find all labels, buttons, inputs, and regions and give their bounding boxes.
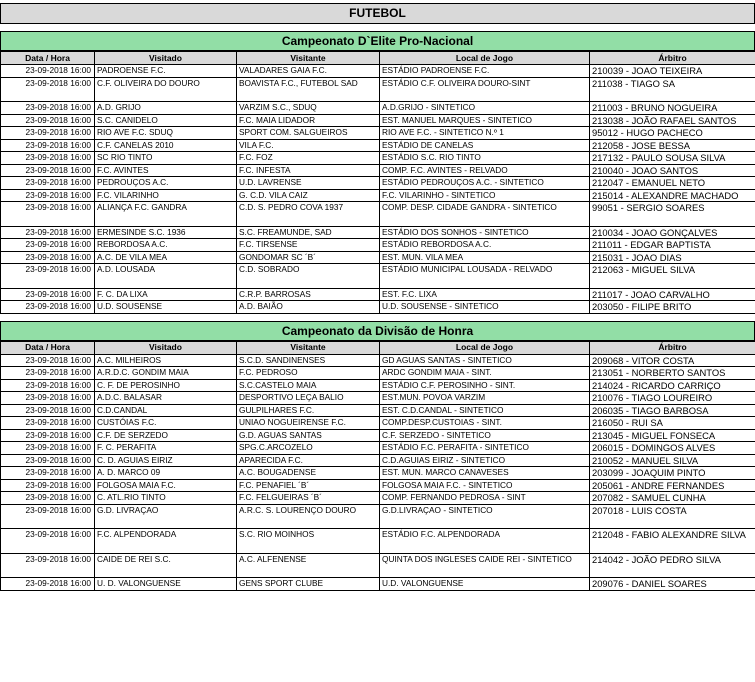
table-row bbox=[1, 417, 755, 430]
cell-datetime: 23-09-2018 16:00 bbox=[1, 429, 95, 442]
cell-referee: 212063 - MIGUEL SILVA bbox=[590, 264, 755, 289]
cell-away-team: A.C. BOUGADENSE bbox=[237, 467, 380, 480]
cell-away-team: S.C.CASTELO MAIA bbox=[237, 379, 380, 392]
cell-venue: ESTÁDIO F.C. PERAFITA - SINTETICO bbox=[380, 442, 590, 455]
cell-home-team: F.C. AVINTES bbox=[95, 164, 237, 177]
cell-away-team: F.C. INFESTA bbox=[237, 164, 380, 177]
cell-referee: 211017 - JOAO CARVALHO bbox=[590, 288, 755, 301]
table-row bbox=[1, 367, 755, 380]
cell-away-team: C.D. SOBRADO bbox=[237, 264, 380, 289]
column-header-away: Visitante bbox=[237, 52, 380, 65]
cell-referee: 206015 - DOMINGOS ALVES bbox=[590, 442, 755, 455]
table-header-row bbox=[1, 52, 755, 65]
cell-away-team: UNIAO NOGUEIRENSE F.C. bbox=[237, 417, 380, 430]
cell-home-team: F.C. VILARINHO bbox=[95, 189, 237, 202]
cell-away-team: S.C.D. SANDINENSES bbox=[237, 354, 380, 367]
cell-away-team: F.C. MAIA LIDADOR bbox=[237, 114, 380, 127]
cell-away-team: VALADARES GAIA F.C. bbox=[237, 65, 380, 78]
table-row bbox=[1, 467, 755, 480]
cell-referee: 213038 - JOÃO RAFAEL SANTOS bbox=[590, 114, 755, 127]
table-row bbox=[1, 264, 755, 289]
cell-away-team: DESPORTIVO LEÇA BALIO bbox=[237, 392, 380, 405]
cell-datetime: 23-09-2018 16:00 bbox=[1, 127, 95, 140]
cell-datetime: 23-09-2018 16:00 bbox=[1, 553, 95, 578]
table-row bbox=[1, 442, 755, 455]
cell-away-team: F.C. PEDROSO bbox=[237, 367, 380, 380]
cell-venue: EST. C.D.CANDAL - SINTETICO bbox=[380, 404, 590, 417]
table-row bbox=[1, 152, 755, 165]
cell-away-team: SPORT COM. SALGUEIROS bbox=[237, 127, 380, 140]
cell-home-team: A.D.C. BALASAR bbox=[95, 392, 237, 405]
cell-away-team: VILA F.C. bbox=[237, 139, 380, 152]
cell-venue: C.D.AGUIAS EIRIZ - SINTETICO bbox=[380, 454, 590, 467]
table-row bbox=[1, 239, 755, 252]
cell-home-team: C. F. DE PEROSINHO bbox=[95, 379, 237, 392]
cell-away-team: A.D. BAIÃO bbox=[237, 301, 380, 314]
cell-home-team: F.C. ALPENDORADA bbox=[95, 529, 237, 554]
cell-referee: 213051 - NORBERTO SANTOS bbox=[590, 367, 755, 380]
table-row bbox=[1, 379, 755, 392]
cell-home-team: PADROENSE F.C. bbox=[95, 65, 237, 78]
cell-home-team: A. D. MARCO 09 bbox=[95, 467, 237, 480]
cell-home-team: SC RIO TINTO bbox=[95, 152, 237, 165]
column-header-away: Visitante bbox=[237, 341, 380, 354]
cell-datetime: 23-09-2018 16:00 bbox=[1, 479, 95, 492]
cell-venue: EST. MANUEL MARQUES - SINTETICO bbox=[380, 114, 590, 127]
cell-venue: U.D. SOUSENSE - SINTETICO bbox=[380, 301, 590, 314]
cell-home-team: C.F. DE SERZEDO bbox=[95, 429, 237, 442]
cell-venue: ESTÁDIO MUNICIPAL LOUSADA - RELVADO bbox=[380, 264, 590, 289]
cell-referee: 210039 - JOAO TEIXEIRA bbox=[590, 65, 755, 78]
cell-referee: 211003 - BRUNO NOGUEIRA bbox=[590, 102, 755, 115]
cell-venue: A.D.GRIJO - SINTETICO bbox=[380, 102, 590, 115]
cell-referee: 207018 - LUIS COSTA bbox=[590, 504, 755, 529]
cell-referee: 212047 - EMANUEL NETO bbox=[590, 177, 755, 190]
cell-away-team: G.D. AGUAS SANTAS bbox=[237, 429, 380, 442]
cell-referee: 210076 - TIAGO LOUREIRO bbox=[590, 392, 755, 405]
cell-home-team: U.D. SOUSENSE bbox=[95, 301, 237, 314]
cell-venue: COMP. DESP. CIDADE GANDRA - SINTETICO bbox=[380, 202, 590, 227]
cell-referee: 207082 - SAMUEL CUNHA bbox=[590, 492, 755, 505]
cell-venue: EST. F.C. LIXA bbox=[380, 288, 590, 301]
section-title-honra: Campeonato da Divisão de Honra bbox=[0, 321, 755, 341]
cell-referee: 206035 - TIAGO BARBOSA bbox=[590, 404, 755, 417]
cell-away-team: F.C. PENAFIEL ´B´ bbox=[237, 479, 380, 492]
cell-datetime: 23-09-2018 16:00 bbox=[1, 578, 95, 591]
cell-datetime: 23-09-2018 16:00 bbox=[1, 288, 95, 301]
elite-fixtures-body bbox=[1, 65, 755, 314]
cell-venue: ESTÁDIO PADROENSE F.C. bbox=[380, 65, 590, 78]
cell-referee: 212058 - JOSE BESSA bbox=[590, 139, 755, 152]
cell-venue: EST. MUN. MARCO CANAVESES bbox=[380, 467, 590, 480]
column-header-referee: Árbitro bbox=[590, 52, 755, 65]
cell-away-team: C.D. S. PEDRO COVA 1937 bbox=[237, 202, 380, 227]
table-row bbox=[1, 354, 755, 367]
table-row bbox=[1, 429, 755, 442]
table-row bbox=[1, 164, 755, 177]
column-header-referee: Árbitro bbox=[590, 341, 755, 354]
cell-datetime: 23-09-2018 16:00 bbox=[1, 404, 95, 417]
cell-away-team: G. C.D. VILA CAIZ bbox=[237, 189, 380, 202]
cell-home-team: U. D. VALONGUENSE bbox=[95, 578, 237, 591]
cell-datetime: 23-09-2018 16:00 bbox=[1, 239, 95, 252]
cell-datetime: 23-09-2018 16:00 bbox=[1, 226, 95, 239]
table-header-row bbox=[1, 341, 755, 354]
cell-home-team: A.C. DE VILA MEA bbox=[95, 251, 237, 264]
cell-away-team: GULPILHARES F.C. bbox=[237, 404, 380, 417]
elite-fixtures-table bbox=[0, 51, 755, 314]
cell-datetime: 23-09-2018 16:00 bbox=[1, 164, 95, 177]
cell-home-team: ALIANÇA F.C. GANDRA bbox=[95, 202, 237, 227]
cell-datetime: 23-09-2018 16:00 bbox=[1, 367, 95, 380]
cell-home-team: F. C. PERAFITA bbox=[95, 442, 237, 455]
cell-venue: U.D. VALONGUENSE bbox=[380, 578, 590, 591]
cell-referee: 203050 - FILIPE BRITO bbox=[590, 301, 755, 314]
cell-home-team: C.D.CANDAL bbox=[95, 404, 237, 417]
cell-venue: GD AGUAS SANTAS - SINTETICO bbox=[380, 354, 590, 367]
cell-venue: EST. MUN. VILA MEA bbox=[380, 251, 590, 264]
table-row bbox=[1, 226, 755, 239]
cell-referee: 203099 - JOAQUIM PINTO bbox=[590, 467, 755, 480]
cell-referee: 209076 - DANIEL SOARES bbox=[590, 578, 755, 591]
cell-datetime: 23-09-2018 16:00 bbox=[1, 454, 95, 467]
cell-referee: 210052 - MANUEL SILVA bbox=[590, 454, 755, 467]
cell-away-team: A.C. ALFENENSE bbox=[237, 553, 380, 578]
table-row bbox=[1, 578, 755, 591]
cell-venue: ESTÁDIO DOS SONHOS - SINTETICO bbox=[380, 226, 590, 239]
cell-venue: ESTÁDIO DE CANELAS bbox=[380, 139, 590, 152]
column-header-venue: Local de Jogo bbox=[380, 52, 590, 65]
cell-home-team: CAIDE DE REI S.C. bbox=[95, 553, 237, 578]
cell-referee: 212048 - FABIO ALEXANDRE SILVA bbox=[590, 529, 755, 554]
cell-venue: ESTÁDIO C.F. PEROSINHO - SINT. bbox=[380, 379, 590, 392]
column-header-date: Data / Hora bbox=[1, 341, 95, 354]
cell-datetime: 23-09-2018 16:00 bbox=[1, 251, 95, 264]
cell-home-team: ERMESINDE S.C. 1936 bbox=[95, 226, 237, 239]
cell-datetime: 23-09-2018 16:00 bbox=[1, 189, 95, 202]
cell-home-team: C. ATL.RIO TINTO bbox=[95, 492, 237, 505]
cell-datetime: 23-09-2018 16:00 bbox=[1, 354, 95, 367]
cell-datetime: 23-09-2018 16:00 bbox=[1, 139, 95, 152]
cell-venue: ESTÁDIO C.F. OLIVEIRA DOURO-SINT bbox=[380, 77, 590, 102]
page-title: FUTEBOL bbox=[0, 3, 755, 24]
cell-referee: 214042 - JOÃO PEDRO SILVA bbox=[590, 553, 755, 578]
cell-home-team: C.F. OLIVEIRA DO DOURO bbox=[95, 77, 237, 102]
cell-referee: 211011 - EDGAR BAPTISTA bbox=[590, 239, 755, 252]
cell-venue: RIO AVE F.C. - SINTETICO N.º 1 bbox=[380, 127, 590, 140]
cell-venue: EST.MUN. POVOA VARZIM bbox=[380, 392, 590, 405]
cell-venue: C.F. SERZEDO - SINTETICO bbox=[380, 429, 590, 442]
cell-home-team: A.D. LOUSADA bbox=[95, 264, 237, 289]
cell-away-team: F.C. TIRSENSE bbox=[237, 239, 380, 252]
cell-datetime: 23-09-2018 16:00 bbox=[1, 177, 95, 190]
cell-datetime: 23-09-2018 16:00 bbox=[1, 467, 95, 480]
cell-referee: 95012 - HUGO PACHECO bbox=[590, 127, 755, 140]
cell-away-team: U.D. LAVRENSE bbox=[237, 177, 380, 190]
cell-venue: QUINTA DOS INGLESES CAIDE REI - SINTETICO bbox=[380, 553, 590, 578]
column-header-home: Visitado bbox=[95, 52, 237, 65]
table-row bbox=[1, 529, 755, 554]
cell-datetime: 23-09-2018 16:00 bbox=[1, 77, 95, 102]
cell-away-team: S.C. RIO MOINHOS bbox=[237, 529, 380, 554]
cell-away-team: SPG.C.ARCOZELO bbox=[237, 442, 380, 455]
cell-referee: 215014 - ALEXANDRE MACHADO bbox=[590, 189, 755, 202]
cell-venue: ESTÁDIO F.C. ALPENDORADA bbox=[380, 529, 590, 554]
cell-datetime: 23-09-2018 16:00 bbox=[1, 379, 95, 392]
table-row bbox=[1, 504, 755, 529]
cell-venue: COMP. F.C. AVINTES - RELVADO bbox=[380, 164, 590, 177]
cell-venue: ARDC GONDIM MAIA - SINT. bbox=[380, 367, 590, 380]
cell-referee: 217132 - PAULO SOUSA SILVA bbox=[590, 152, 755, 165]
cell-home-team: FOLGOSA MAIA F.C. bbox=[95, 479, 237, 492]
cell-home-team: A.C. MILHEIROS bbox=[95, 354, 237, 367]
table-row bbox=[1, 392, 755, 405]
cell-away-team: C.R.P. BARROSAS bbox=[237, 288, 380, 301]
table-row bbox=[1, 77, 755, 102]
honra-fixtures-table bbox=[0, 341, 755, 591]
table-row bbox=[1, 189, 755, 202]
cell-home-team: F. C. DA LIXA bbox=[95, 288, 237, 301]
table-row bbox=[1, 553, 755, 578]
cell-venue: COMP.DESP.CUSTOIAS - SINT. bbox=[380, 417, 590, 430]
cell-away-team: VARZIM S.C., SDUQ bbox=[237, 102, 380, 115]
cell-datetime: 23-09-2018 16:00 bbox=[1, 442, 95, 455]
cell-datetime: 23-09-2018 16:00 bbox=[1, 65, 95, 78]
cell-referee: 210040 - JOAO SANTOS bbox=[590, 164, 755, 177]
cell-datetime: 23-09-2018 16:00 bbox=[1, 529, 95, 554]
cell-venue: ESTÁDIO PEDROUÇOS A.C. - SINTETICO bbox=[380, 177, 590, 190]
cell-home-team: A.R.D.C. GONDIM MAIA bbox=[95, 367, 237, 380]
cell-referee: 209068 - VITOR COSTA bbox=[590, 354, 755, 367]
cell-referee: 205061 - ANDRE FERNANDES bbox=[590, 479, 755, 492]
table-row bbox=[1, 177, 755, 190]
schedule-sheet bbox=[0, 3, 755, 591]
cell-away-team: A.R.C. S. LOURENÇO DOURO bbox=[237, 504, 380, 529]
cell-away-team: F.C. FELGUEIRAS ´B´ bbox=[237, 492, 380, 505]
cell-away-team: S.C. FREAMUNDE, SAD bbox=[237, 226, 380, 239]
section-title-elite: Campeonato D`Elite Pro-Nacional bbox=[0, 31, 755, 51]
cell-venue: G.D.LIVRAÇAO - SINTETICO bbox=[380, 504, 590, 529]
table-row bbox=[1, 492, 755, 505]
cell-datetime: 23-09-2018 16:00 bbox=[1, 152, 95, 165]
cell-datetime: 23-09-2018 16:00 bbox=[1, 417, 95, 430]
cell-venue: COMP. FERNANDO PEDROSA - SINT bbox=[380, 492, 590, 505]
cell-home-team: G.D. LIVRAÇAO bbox=[95, 504, 237, 529]
cell-referee: 99051 - SERGIO SOARES bbox=[590, 202, 755, 227]
cell-away-team: F.C. FOZ bbox=[237, 152, 380, 165]
cell-datetime: 23-09-2018 16:00 bbox=[1, 301, 95, 314]
table-row bbox=[1, 479, 755, 492]
cell-referee: 211038 - TIAGO SA bbox=[590, 77, 755, 102]
cell-datetime: 23-09-2018 16:00 bbox=[1, 102, 95, 115]
table-row bbox=[1, 288, 755, 301]
table-row bbox=[1, 127, 755, 140]
column-header-home: Visitado bbox=[95, 341, 237, 354]
cell-home-team: CUSTÓIAS F.C. bbox=[95, 417, 237, 430]
table-row bbox=[1, 251, 755, 264]
cell-home-team: REBORDOSA A.C. bbox=[95, 239, 237, 252]
cell-home-team: C. D. AGUIAS EIRIZ bbox=[95, 454, 237, 467]
table-row bbox=[1, 404, 755, 417]
table-row bbox=[1, 102, 755, 115]
cell-venue: F.C. VILARINHO - SINTETICO bbox=[380, 189, 590, 202]
cell-referee: 216050 - RUI SA bbox=[590, 417, 755, 430]
cell-home-team: PEDROUÇOS A.C. bbox=[95, 177, 237, 190]
cell-referee: 215031 - JOAO DIAS bbox=[590, 251, 755, 264]
cell-home-team: RIO AVE F.C. SDUQ bbox=[95, 127, 237, 140]
table-row bbox=[1, 202, 755, 227]
cell-away-team: GONDOMAR SC ´B´ bbox=[237, 251, 380, 264]
cell-referee: 214024 - RICARDO CARRIÇO bbox=[590, 379, 755, 392]
cell-datetime: 23-09-2018 16:00 bbox=[1, 504, 95, 529]
cell-venue: ESTÁDIO REBORDOSA A.C. bbox=[380, 239, 590, 252]
cell-datetime: 23-09-2018 16:00 bbox=[1, 202, 95, 227]
honra-fixtures-body bbox=[1, 354, 755, 590]
cell-away-team: GENS SPORT CLUBE bbox=[237, 578, 380, 591]
cell-referee: 210034 - JOAO GONÇALVES bbox=[590, 226, 755, 239]
cell-home-team: S.C. CANIDELO bbox=[95, 114, 237, 127]
cell-datetime: 23-09-2018 16:00 bbox=[1, 392, 95, 405]
cell-datetime: 23-09-2018 16:00 bbox=[1, 264, 95, 289]
table-row bbox=[1, 65, 755, 78]
cell-away-team: BOAVISTA F.C., FUTEBOL SAD bbox=[237, 77, 380, 102]
cell-venue: FOLGOSA MAIA F.C. - SINTETICO bbox=[380, 479, 590, 492]
cell-referee: 213045 - MIGUEL FONSECA bbox=[590, 429, 755, 442]
cell-away-team: APARECIDA F.C. bbox=[237, 454, 380, 467]
cell-home-team: C.F. CANELAS 2010 bbox=[95, 139, 237, 152]
column-header-date: Data / Hora bbox=[1, 52, 95, 65]
cell-venue: ESTÁDIO S.C. RIO TINTO bbox=[380, 152, 590, 165]
table-row bbox=[1, 139, 755, 152]
cell-home-team: A.D. GRIJO bbox=[95, 102, 237, 115]
cell-datetime: 23-09-2018 16:00 bbox=[1, 492, 95, 505]
table-row bbox=[1, 301, 755, 314]
table-row bbox=[1, 454, 755, 467]
cell-datetime: 23-09-2018 16:00 bbox=[1, 114, 95, 127]
column-header-venue: Local de Jogo bbox=[380, 341, 590, 354]
table-row bbox=[1, 114, 755, 127]
